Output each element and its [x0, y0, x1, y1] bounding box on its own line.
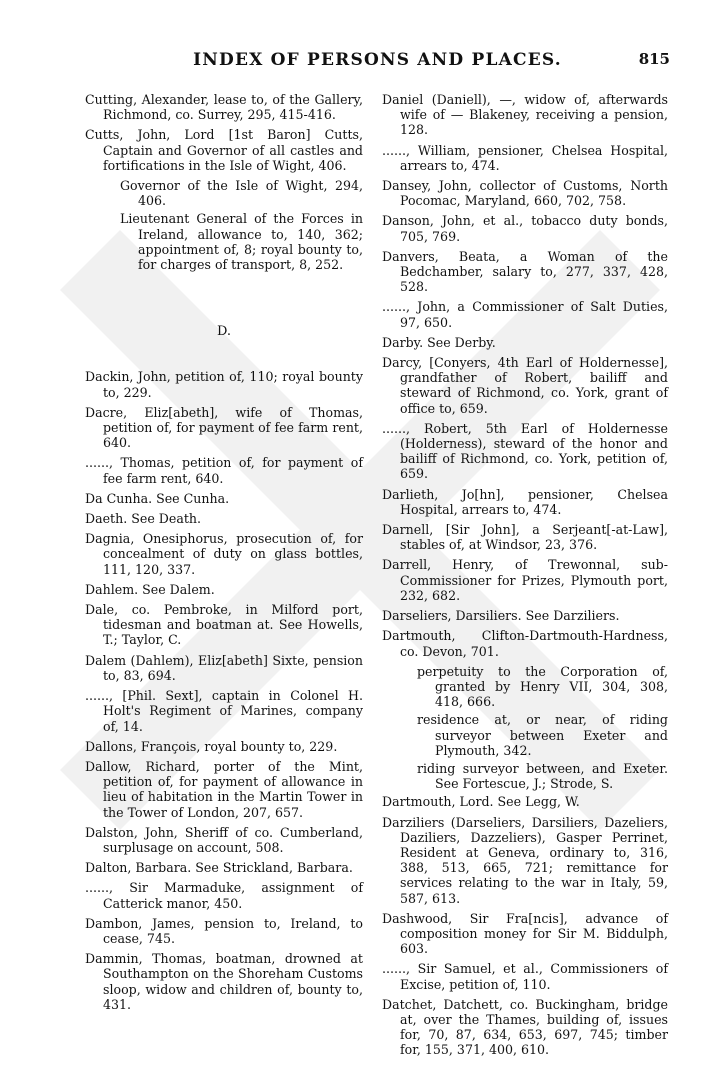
index-entry: Dartmouth, Lord. See Legg, W.	[382, 794, 580, 810]
index-entry: Dackin, John, petition of, 110; royal bounty to, 229.	[85, 369, 363, 400]
index-entry: Dale, co. Pembroke, in Milford port, tidesman and boatman at. See Howells, T.; Taylor, C.	[85, 602, 363, 648]
index-subentry: riding surveyor between, and Exeter. See Fortescue, J.; Strode, S.	[417, 760, 668, 792]
left-entries-before-section	[85, 92, 363, 272]
index-entry: Daeth. See Death.	[85, 511, 202, 527]
index-entry: Dambon, James, pension to, Ireland, to cease, 745.	[85, 915, 363, 946]
index-entry: Dallons, François, royal bounty to, 229.	[85, 738, 338, 754]
right-column	[382, 92, 668, 1063]
index-entry: Dartmouth, Clifton-Dartmouth-Hardness, co. Devon, 701.	[382, 628, 668, 659]
page-number: 815	[638, 50, 670, 68]
left-entries-after-section	[85, 369, 363, 1012]
page-title: INDEX OF PERSONS AND PLACES.	[193, 50, 562, 70]
index-entry: Dalston, John, Sheriff of co. Cumberland, surplusage on account, 508.	[85, 824, 363, 855]
index-entry: Da Cunha. See Cunha.	[85, 490, 230, 506]
index-entry: ......, Robert, 5th Earl of Holdernesse (Holderness), steward of the honor and bailiff of Richmond, co. York, petition of, 659.	[382, 420, 668, 482]
index-entry: ......, Sir Marmaduke, assignment of Catterick manor, 450.	[85, 880, 363, 911]
index-entry: Danvers, Beata, a Woman of the Bedchamber, salary to, 277, 337, 428, 528.	[382, 248, 668, 295]
index-entry: Dalton, Barbara. See Strickland, Barbara.	[85, 860, 353, 876]
page-header	[85, 50, 670, 74]
index-entry: Dallow, Richard, porter of the Mint, petition of, for payment of allowance in lieu of habitation in the Martin Tower in the Tower of London, 207, 657.	[85, 758, 363, 820]
index-entry: Darrell, Henry, of Trewonnal, sub-Commissioner for Prizes, Plymouth port, 232, 682.	[382, 557, 668, 603]
index-entry: Dacre, Eliz[abeth], wife of Thomas, petition of, for payment of fee farm rent, 640.	[85, 404, 363, 451]
index-entry: Dammin, Thomas, boatman, drowned at Southampton on the Shoreham Customs sloop, widow and children of, bounty to, 431.	[85, 951, 363, 1012]
index-entry: Darlieth, Jo[hn], pensioner, Chelsea Hospital, arrears to, 474.	[382, 486, 668, 517]
index-entry: Darby. See Derby.	[382, 334, 496, 350]
index-subentry: residence at, or near, of riding surveyor between Exeter and Plymouth, 342.	[417, 712, 668, 758]
index-subentry: Governor of the Isle of Wight, 294, 406.	[120, 178, 363, 209]
index-entry: Darnell, [Sir John], a Serjeant[-at-Law], stables of, at Windsor, 23, 376.	[382, 522, 668, 553]
index-entry: Cutting, Alexander, lease to, of the Gallery, Richmond, co. Surrey, 295, 415-416.	[85, 92, 363, 123]
left-column	[85, 92, 363, 1017]
right-entries	[382, 92, 668, 1058]
index-entry: Darziliers (Darseliers, Darsiliers, Dazeliers, Daziliers, Dazzeliers), Gasper Perrinet, Resident at Geneva, ordinary to, 316, 388, 513, 665, 721; remittance for services relating to the war in Italy, 59, 587, 613.	[382, 814, 668, 906]
index-entry: Daniel (Daniell), —, widow of, afterwards wife of — Blakeney, receiving a pension, 128.	[382, 92, 668, 138]
index-entry: Dahlem. See Dalem.	[85, 581, 215, 597]
index-entry: Datchet, Datchett, co. Buckingham, bridge at, over the Thames, building of, issues for, 70, 87, 634, 653, 697, 745; timber for, 155, 371, 400, 610.	[382, 996, 668, 1058]
index-subentry: perpetuity to the Corporation of, granted by Henry VII, 304, 308, 418, 666.	[417, 663, 668, 710]
index-entry: Cutts, John, Lord [1st Baron] Cutts, Captain and Governor of all castles and fortifications in the Isle of Wight, 406.	[85, 127, 363, 173]
index-entry: Dashwood, Sir Fra[ncis], advance of composition money for Sir M. Biddulph, 603.	[382, 910, 668, 957]
index-entry: ......, John, a Commissioner of Salt Duties, 97, 650.	[382, 299, 668, 330]
section-letter: D.	[216, 324, 232, 340]
index-entry: Dansey, John, collector of Customs, North Pocomac, Maryland, 660, 702, 758.	[382, 178, 668, 209]
index-entry: ......, Sir Samuel, et al., Commissioners of Excise, petition of, 110.	[382, 961, 668, 992]
index-entry: Danson, John, et al., tobacco duty bonds, 705, 769.	[382, 213, 668, 244]
index-entry: Darseliers, Darsiliers. See Darziliers.	[382, 608, 620, 624]
index-entry: ......, [Phil. Sext], captain in Colonel H. Holt's Regiment of Marines, company of, 14.	[85, 688, 363, 734]
index-entry: ......, Thomas, petition of, for payment of fee farm rent, 640.	[85, 455, 363, 486]
index-entry: Darcy, [Conyers, 4th Earl of Holdernesse], grandfather of Robert, bailiff and steward of Richmond, co. York, grant of office to, 659.	[382, 355, 668, 416]
index-entry: ......, William, pensioner, Chelsea Hospital, arrears to, 474.	[382, 142, 668, 173]
index-subentry: Lieutenant General of the Forces in Ireland, allowance to, 140, 362; appointment of, 8; royal bounty to, for charges of transport, 8, 252.	[120, 211, 363, 273]
index-entry: Dagnia, Onesiphorus, prosecution of, for concealment of duty on glass bottles, 111, 120, 337.	[85, 531, 363, 577]
index-entry: Dalem (Dahlem), Eliz[abeth] Sixte, pension to, 83, 694.	[85, 652, 363, 683]
